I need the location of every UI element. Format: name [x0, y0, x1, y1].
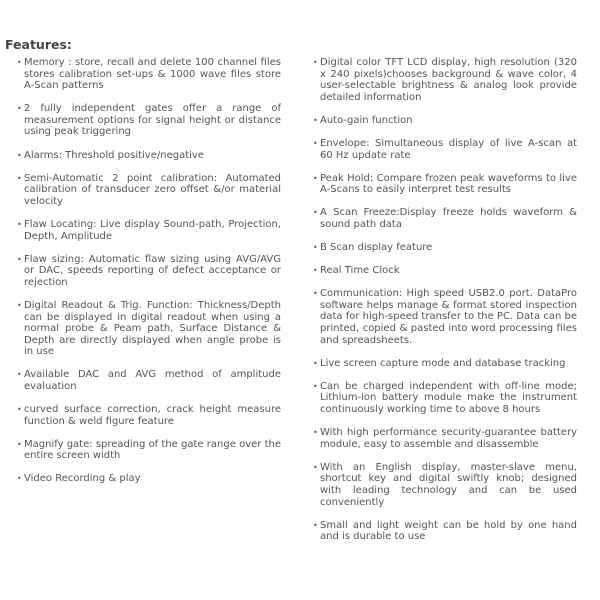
feature-item: [19, 173, 281, 208]
feature-text: With an English display, master-slave menu, shortcut key and digital swiftly knob; designed with leading technology and can be used conveniently: [320, 461, 577, 508]
bullet-icon: •: [313, 289, 318, 299]
feature-text: B Scan display feature: [320, 242, 433, 254]
feature-text: Alarms: Threshold positive/negative: [24, 149, 204, 161]
bullet-icon: •: [17, 254, 22, 264]
feature-item: [315, 242, 577, 254]
bullet-icon: •: [17, 58, 22, 67]
bullet-icon: •: [313, 173, 318, 183]
feature-item: [19, 369, 281, 392]
bullet-icon: •: [313, 138, 318, 148]
features-list-left: [19, 57, 281, 497]
feature-item: [315, 462, 577, 508]
feature-text: Magnify gate: spreading of the gate range over the entire screen width: [24, 438, 281, 462]
bullet-icon: •: [313, 115, 318, 125]
feature-text: Can be charged independent with off-line mode; Lithium-ion battery module make the instrument continuously working time to above 8 hours: [320, 380, 577, 415]
feature-text: Communication: High speed USB2.0 port. DataPro software helps manage & format stored inspection data for high-speed transfer to the PC. Data can be printed, copied & pasted into word processing files and spreadsheets.: [320, 288, 577, 346]
bullet-icon: •: [313, 358, 318, 368]
feature-item: [315, 115, 577, 127]
feature-item: [315, 265, 577, 277]
bullet-icon: •: [313, 381, 318, 391]
feature-text: Live screen capture mode and database tracking: [320, 357, 566, 369]
feature-item: [315, 57, 577, 103]
bullet-icon: •: [17, 150, 22, 160]
bullet-icon: •: [313, 58, 318, 67]
feature-item: [19, 150, 281, 162]
feature-item: [19, 103, 281, 138]
bullet-icon: •: [17, 219, 22, 229]
bullet-icon: •: [17, 405, 22, 415]
feature-item: [315, 427, 577, 450]
feature-text: Semi-Automatic 2 point calibration: Automated calibration of transducer zero offset &/or material velocity: [24, 172, 281, 207]
feature-text: Flaw sizing: Automatic flaw sizing using AVG/AVG or DAC, speeds reporting of defect acceptance or rejection: [24, 253, 281, 288]
bullet-icon: •: [17, 104, 22, 114]
bullet-icon: •: [17, 474, 22, 484]
feature-text: Digital Readout & Trig. Function: Thickness/Depth can be displayed in digital readout when using a normal probe & Peam path, Surface Distance & Depth are directly displayed when angle probe is in use: [24, 299, 281, 358]
feature-item: [315, 381, 577, 416]
feature-item: [315, 138, 577, 161]
feature-item: [315, 358, 577, 370]
feature-item: [19, 57, 281, 92]
feature-text: Auto-gain function: [320, 114, 413, 126]
bullet-icon: •: [313, 428, 318, 438]
feature-text: curved surface correction, crack height measure function & weld figure feature: [24, 404, 281, 427]
feature-text: Memory : store, recall and delete 100 channel files stores calibration set-ups & 1000 wave files store A-Scan patterns: [24, 57, 281, 92]
bullet-icon: •: [313, 462, 318, 472]
feature-item: [315, 520, 577, 543]
feature-item: [19, 439, 281, 462]
feature-item: [315, 207, 577, 230]
feature-item: [19, 254, 281, 289]
bullet-icon: •: [313, 520, 318, 530]
bullet-icon: •: [17, 370, 22, 380]
feature-item: [315, 288, 577, 346]
bullet-icon: •: [313, 208, 318, 218]
feature-text: Video Recording & play: [24, 473, 141, 485]
feature-text: Real Time Clock: [320, 265, 400, 277]
feature-text: Available DAC and AVG method of amplitude evaluation: [24, 369, 281, 392]
feature-text: Small and light weight can be hold by one hand and is durable to use: [320, 519, 577, 543]
feature-text: A Scan Freeze:Display freeze holds waveform & sound path data: [320, 207, 577, 230]
bullet-icon: •: [17, 173, 22, 183]
features-list-right: [315, 57, 577, 554]
feature-item: [19, 404, 281, 427]
feature-text: 2 fully independent gates offer a range of measurement options for signal height or distance using peak triggering: [24, 103, 281, 138]
features-heading: Features:: [5, 37, 72, 52]
feature-text: Envelope: Simultaneous display of live A-scan at 60 Hz update rate: [320, 137, 577, 161]
bullet-icon: •: [313, 243, 318, 253]
feature-item: [19, 219, 281, 242]
feature-text: Flaw Locating: Live display Sound-path, Projection, Depth, Amplitude: [24, 218, 281, 242]
bullet-icon: •: [17, 439, 22, 449]
feature-text: Peak Hold: Compare frozen peak waveforms to live A-Scans to easily interpret test results: [320, 172, 577, 196]
bullet-icon: •: [17, 300, 22, 310]
feature-item: [315, 173, 577, 196]
feature-text: With high performance security-guarantee battery module, easy to assemble and disassemble: [320, 427, 577, 450]
feature-item: [19, 473, 281, 485]
feature-item: [19, 300, 281, 358]
feature-text: Digital color TFT LCD display, high resolution (320 x 240 pixels)chooses background & wave color, 4 user-selectable brightness & analog look provide detailed information: [320, 57, 577, 103]
bullet-icon: •: [313, 266, 318, 276]
